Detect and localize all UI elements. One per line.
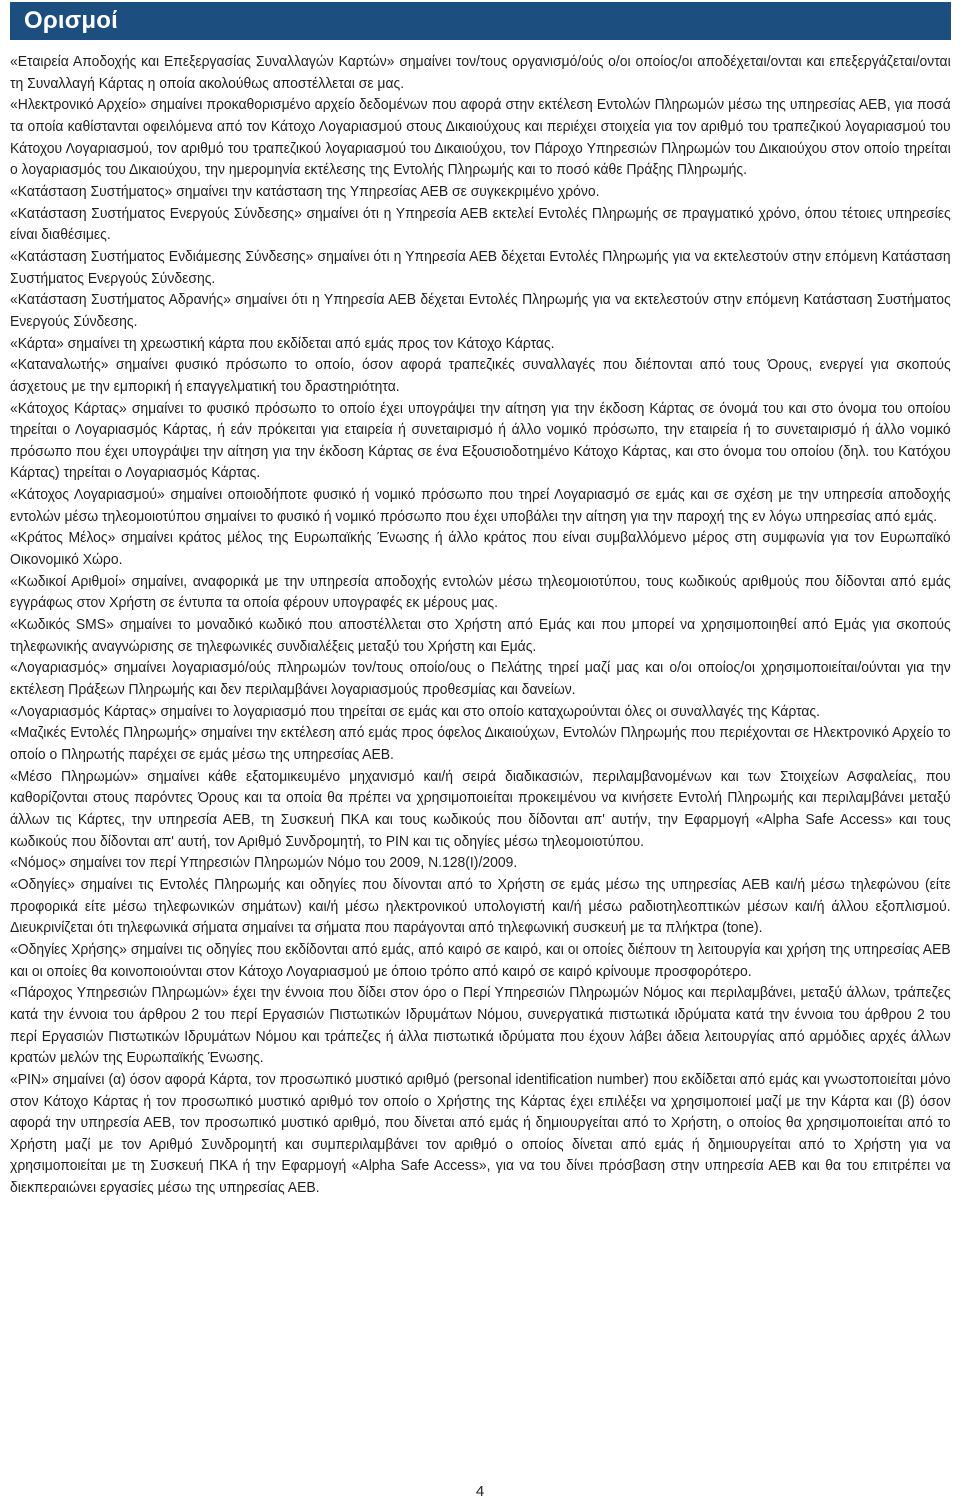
definition-paragraph: [10, 355, 951, 398]
definition-paragraph: [10, 875, 951, 940]
definition-term: «Λογαριασμός Κάρτας»: [10, 703, 157, 720]
definition-text: σημαίνει τον/τους οργανισμό/ούς ο/οι οποίος/οι αποδέχεται/ονται και επεξεργάζεται/ονται τη Συναλλαγή Κάρτας η οποία ακολούθως αποστέλλεται σε μας.: [10, 54, 951, 92]
definition-paragraph: [10, 572, 951, 615]
definition-text: σημαίνει ότι η Υπηρεσία ΑΕΒ δέχεται Εντολές Πληρωμής για να εκτελεστούν στην επόμενη Κατάσταση Συστήματος Ενεργούς Σύνδεσης.: [10, 248, 951, 287]
definition-term: «Κατάσταση Συστήματος Αδρανής»: [10, 292, 231, 309]
definition-term: «Κράτος Μέλος»: [10, 530, 116, 547]
definition-term: «PIN»: [10, 1071, 49, 1088]
definition-paragraph: [10, 204, 951, 247]
definition-term: «Νόμος»: [10, 855, 66, 872]
definition-term: «Κάτοχος Λογαριασμού»: [10, 487, 165, 504]
definition-paragraph: [10, 940, 951, 983]
definition-term: «Πάροχος Υπηρεσιών Πληρωμών»: [10, 985, 229, 1002]
definition-text: σημαίνει οποιοδήποτε φυσικό ή νομικό πρόσωπο που τηρεί Λογαριασμό σε εμάς και σε σχέση με την υπηρεσία αποδοχής εντολών μέσω τηλεομοιοτύπου σημαίνει το φυσικό ή νομικό πρόσωπο που έχει υποβάλει την αίτηση για την παροχή της εν λόγω υπηρεσίας από εμάς.: [10, 487, 951, 525]
definition-term: «Καταναλωτής»: [10, 357, 109, 374]
definition-paragraph: [10, 399, 951, 486]
definition-term: «Κωδικοί Αριθμοί»: [10, 573, 126, 590]
definition-paragraph: [10, 767, 951, 854]
definition-paragraph: [10, 1070, 951, 1200]
definition-paragraph: [10, 182, 951, 204]
definition-paragraph: [10, 615, 951, 658]
definition-paragraph: [10, 528, 951, 571]
definition-paragraph: [10, 702, 951, 724]
definition-text: σημαίνει ότι η Υπηρεσία ΑΕΒ εκτελεί Εντολές Πληρωμής σε πραγματικό χρόνο, όπου τέτοιες υπηρεσίες είναι διαθέσιμες.: [10, 205, 951, 244]
definition-term: «Λογαριασμός»: [10, 660, 108, 677]
definition-paragraph: [10, 983, 951, 1070]
definition-text: σημαίνει τις οδηγίες που εκδίδονται από εμάς, από καιρό σε καιρό, και οι οποίες διέπουν τη λειτουργία και χρήση της υπηρεσίας ΑΕΒ και οι οποίες θα κοινοποιούνται στον Κάτοχο Λογαριασμού με όποιο τρόπο από καιρό σε καιρό κρίνουμε προσφορότερο.: [10, 941, 951, 980]
definition-paragraph: [10, 247, 951, 290]
definition-text: σημαίνει το λογαριασμό που τηρείται σε εμάς και στο οποίο καταχωρούνται όλες οι συναλλαγές της Κάρτας.: [156, 703, 821, 720]
definition-text: σημαίνει (α) όσον αφορά Κάρτα, τον προσωπικό μυστικό αριθμό (personal identification number) που εκδίδεται από εμάς και γνωστοποιείται μόνο στον Κάτοχο Κάρτας ή τον προσωπικό μυστικό αριθμό τον οποίο ο Χρήστης της Κάρτας έχει επιλέξει να χρησιμοποιεί μαζί με την Κάρτα και (β) όσον αφορά την υπηρεσία ΑΕΒ, τον προσωπικό μυστικό αριθμό, που δίνεται από εμάς ή δημιουργείται από το Χρήστη, ο οποίος θα χρησιμοποιείται από το Χρήστη μαζί με τον Αριθμό Συνδρομητή και συμπεριλαμβάνει τον αριθμό ο οποίος δίνεται από εμάς ή δημιουργείται από το Χρήστη για να χρησιμοποιείται με τη Συσκευή ΠΚΑ ή την Εφαρμογή «Alpha Safe Access», για να του δίνει πρόσβαση στην υπηρεσία ΑΕΒ και θα του επιτρέπει να διεκπεραιώνει εργασίες μέσω της υπηρεσίας ΑΕΒ.: [10, 1071, 951, 1197]
definition-term: «Οδηγίες»: [10, 876, 75, 893]
definitions-list: [10, 52, 951, 1200]
definition-term: «Μαζικές Εντολές Πληρωμής»: [10, 725, 197, 742]
definition-text: σημαίνει την εκτέλεση από εμάς προς όφελος Δικαιούχων, Εντολών Πληρωμής που περιέχονται σε Ηλεκτρονικό Αρχείο το οποίο ο Πληρωτής παρέχει σε εμάς μέσω της υπηρεσίας ΑΕΒ.: [10, 725, 951, 763]
definition-paragraph: [10, 52, 951, 95]
definition-paragraph: [10, 485, 951, 528]
definition-text: σημαίνει την κατάσταση της Υπηρεσίας ΑΕΒ σε συγκεκριμένο χρόνο.: [172, 183, 600, 200]
definition-term: «Κωδικός SMS»: [10, 617, 114, 634]
definition-term: «Κάτοχος Κάρτας»: [10, 400, 127, 417]
definition-paragraph: [10, 334, 951, 356]
definition-text: έχει την έννοια που δίδει στον όρο ο Περί Υπηρεσιών Πληρωμών Νόμος και περιλαμβάνει, μεταξύ άλλων, τράπεζες κατά την έννοια του άρθρου 2 του περί Εργασιών Πιστωτικών Ιδρυμάτων Νόμου, συνεργατικά πιστωτικά ιδρύματα κατά την έννοια του άρθρου 2 του περί Εργασιών Πιστωτικών Ιδρυμάτων Νόμου και τράπεζες ή άλλα πιστωτικά ιδρύματα που έχουν λάβει άδεια λειτουργίας από αρμόδιες αρχές άλλων κρατών μελών της Ευρωπαϊκής Ένωσης.: [10, 985, 951, 1067]
definition-paragraph: [10, 658, 951, 701]
definition-term: «Ηλεκτρονικό Αρχείο»: [10, 97, 147, 114]
definition-term: «Κάρτα»: [10, 335, 64, 352]
definition-text: σημαίνει κράτος μέλος της Ευρωπαϊκής Ένωσης ή άλλο κράτος που είναι συμβαλλόμενο μέρος στη συμφωνία για τον Ευρωπαϊκό Οικονομικό Χώρο.: [10, 530, 951, 569]
definition-term: «Κατάσταση Συστήματος Ενεργούς Σύνδεσης»: [10, 205, 302, 222]
definition-text: σημαίνει το φυσικό πρόσωπο το οποίο έχει υπογράψει την αίτηση για την έκδοση Κάρτας σε όνομά του και στο όνομα του οποίου τηρείται ο Λογαριασμός Κάρτας, ή εάν πρόκειται για εταιρεία ή συνεταιρισμό ή άλλο νομικό πρόσωπο, την εταιρεία ή το συνεταιρισμό ή άλλο νομικό πρόσωπο που έχει υπογράψει την αίτηση για την έκδοση Κάρτας σε ένα Εξουσιοδοτημένο Κάτοχο Κάρτας, και στο όνομα του οποίου (δηλ. του Κατόχου Κάρτας) τηρείται ο Λογαριασμός Κάρτας.: [10, 400, 951, 482]
definition-term: «Κατάσταση Συστήματος Ενδιάμεσης Σύνδεσης»: [10, 248, 314, 265]
definition-text: σημαίνει τον περί Υπηρεσιών Πληρωμών Νόμο του 2009, Ν.128(Ι)/2009.: [65, 855, 518, 872]
definition-text: σημαίνει τις Εντολές Πληρωμής και οδηγίες που δίνονται από το Χρήστη σε εμάς μέσω της υπηρεσίας ΑΕΒ και/ή μέσω τηλεφώνου (είτε προφορικά είτε μέσω τηλεφωνικών σημάτων) και/ή μέσω ηλεκτρονικού υπολογιστή και/ή μέσω ραδιοτηλεοπτικών μέσων και/ή άλλου εξοπλισμού. Διευκρινίζεται ότι τηλεφωνικά σήματα σημαίνει τα σήματα που παράγονται από τηλεφωνική συσκευή με τα πλήκτρα (tone).: [10, 876, 951, 937]
definition-text: σημαίνει κάθε εξατομικευμένο μηχανισμό και/ή σειρά διαδικασιών, περιλαμβανομένων και των Στοιχείων Ασφαλείας, που καθορίζονται στους παρόντες Όρους και τα οποία θα πρέπει να χρησιμοποιείται προκειμένου να κινήσετε Εντολή Πληρωμής και περιλαμβάνει μεταξύ άλλων τις Κάρτες, την υπηρεσία ΑΕΒ, τη Συσκευή ΠΚΑ και τους κωδικούς που δίδονται απ' αυτήν, την Εφαρμογή «Alpha Safe Access» και τους κωδικούς που δίδονται απ' αυτή, τον Αριθμό Συνδρομητή, το PIN και τις οδηγίες μέσω τηλεομοιοτύπου.: [10, 768, 951, 850]
definition-text: σημαίνει το μοναδικό κωδικό που αποστέλλεται στο Χρήστη από Εμάς και που μπορεί να χρησιμοποιηθεί από Εμάς για σκοπούς τηλεφωνικής αναγνώρισης σε τηλεφωνικές συνδιαλέξεις μεταξύ του Χρήστη και Εμάς.: [10, 617, 951, 655]
definition-text: σημαίνει φυσικό πρόσωπο το οποίο, όσον αφορά τραπεζικές συναλλαγές που διέπονται από τους Όρους, ενεργεί για σκοπούς άσχετους με την εμπορική ή επαγγελματική του δραστηριότητα.: [10, 357, 951, 395]
page-number: 4: [475, 1483, 485, 1500]
definition-text: σημαίνει προκαθορισμένο αρχείο δεδομένων που αφορά στην εκτέλεση Εντολών Πληρωμών μέσω της υπηρεσίας ΑΕΒ, για ποσά τα οποία καθίστανται οφειλόμενα από τον Κάτοχο Λογαριασμού στους Δικαιούχους και περιέχει στοιχεία για τον αριθμό του τραπεζικού λογαριασμού του Κάτοχου Λογαριασμού, τον αριθμό του τραπεζικού λογαριασμού του Δικαιούχου, τον Πάροχο Υπηρεσιών Πληρωμών του Δικαιούχου στον οποίο τηρείται ο λογαριασμός του Δικαιούχου, την ημερομηνία εκτέλεσης της Εντολής Πληρωμής και το ποσό κάθε Πράξης Πληρωμής.: [10, 97, 951, 179]
definition-paragraph: [10, 723, 951, 766]
definition-text: σημαίνει λογαριασμό/ούς πληρωμών τον/τους οποίο/ους ο Πελάτης τηρεί μαζί μας και ο/οι οποίος/οι χρησιμοποιείται/ούνται για την εκτέλεση Πράξεων Πληρωμής και δεν περιλαμβάνει λογαριασμούς προθεσμίας και δανείων.: [10, 660, 951, 699]
section-title: Ορισμοί: [24, 7, 119, 34]
definition-term: «Κατάσταση Συστήματος»: [10, 183, 173, 200]
section-header-bar: [10, 2, 951, 40]
definition-text: σημαίνει, αναφορικά με την υπηρεσία αποδοχής εντολών μέσω τηλεομοιοτύπου, τους κωδικούς αριθμούς που δίδονται από εμάς εγγράφως στον Χρήστη σε έντυπα τα οποία φέρουν υπογραφές εκ μέρους μας.: [10, 573, 951, 612]
definition-paragraph: [10, 853, 951, 875]
definition-paragraph: [10, 290, 951, 333]
definition-text: σημαίνει ότι η Υπηρεσία ΑΕΒ δέχεται Εντολές Πληρωμής για να εκτελεστούν στην επόμενη Κατάσταση Συστήματος Ενεργούς Σύνδεσης.: [10, 292, 951, 330]
definition-text: σημαίνει τη χρεωστική κάρτα που εκδίδεται από εμάς προς τον Κάτοχο Κάρτας.: [63, 335, 555, 352]
definition-paragraph: [10, 95, 951, 182]
definition-term: «Οδηγίες Χρήσης»: [10, 941, 127, 958]
definition-term: «Εταιρεία Αποδοχής και Επεξεργασίας Συναλλαγών Καρτών»: [10, 54, 395, 70]
definition-term: «Μέσο Πληρωμών»: [10, 768, 139, 785]
